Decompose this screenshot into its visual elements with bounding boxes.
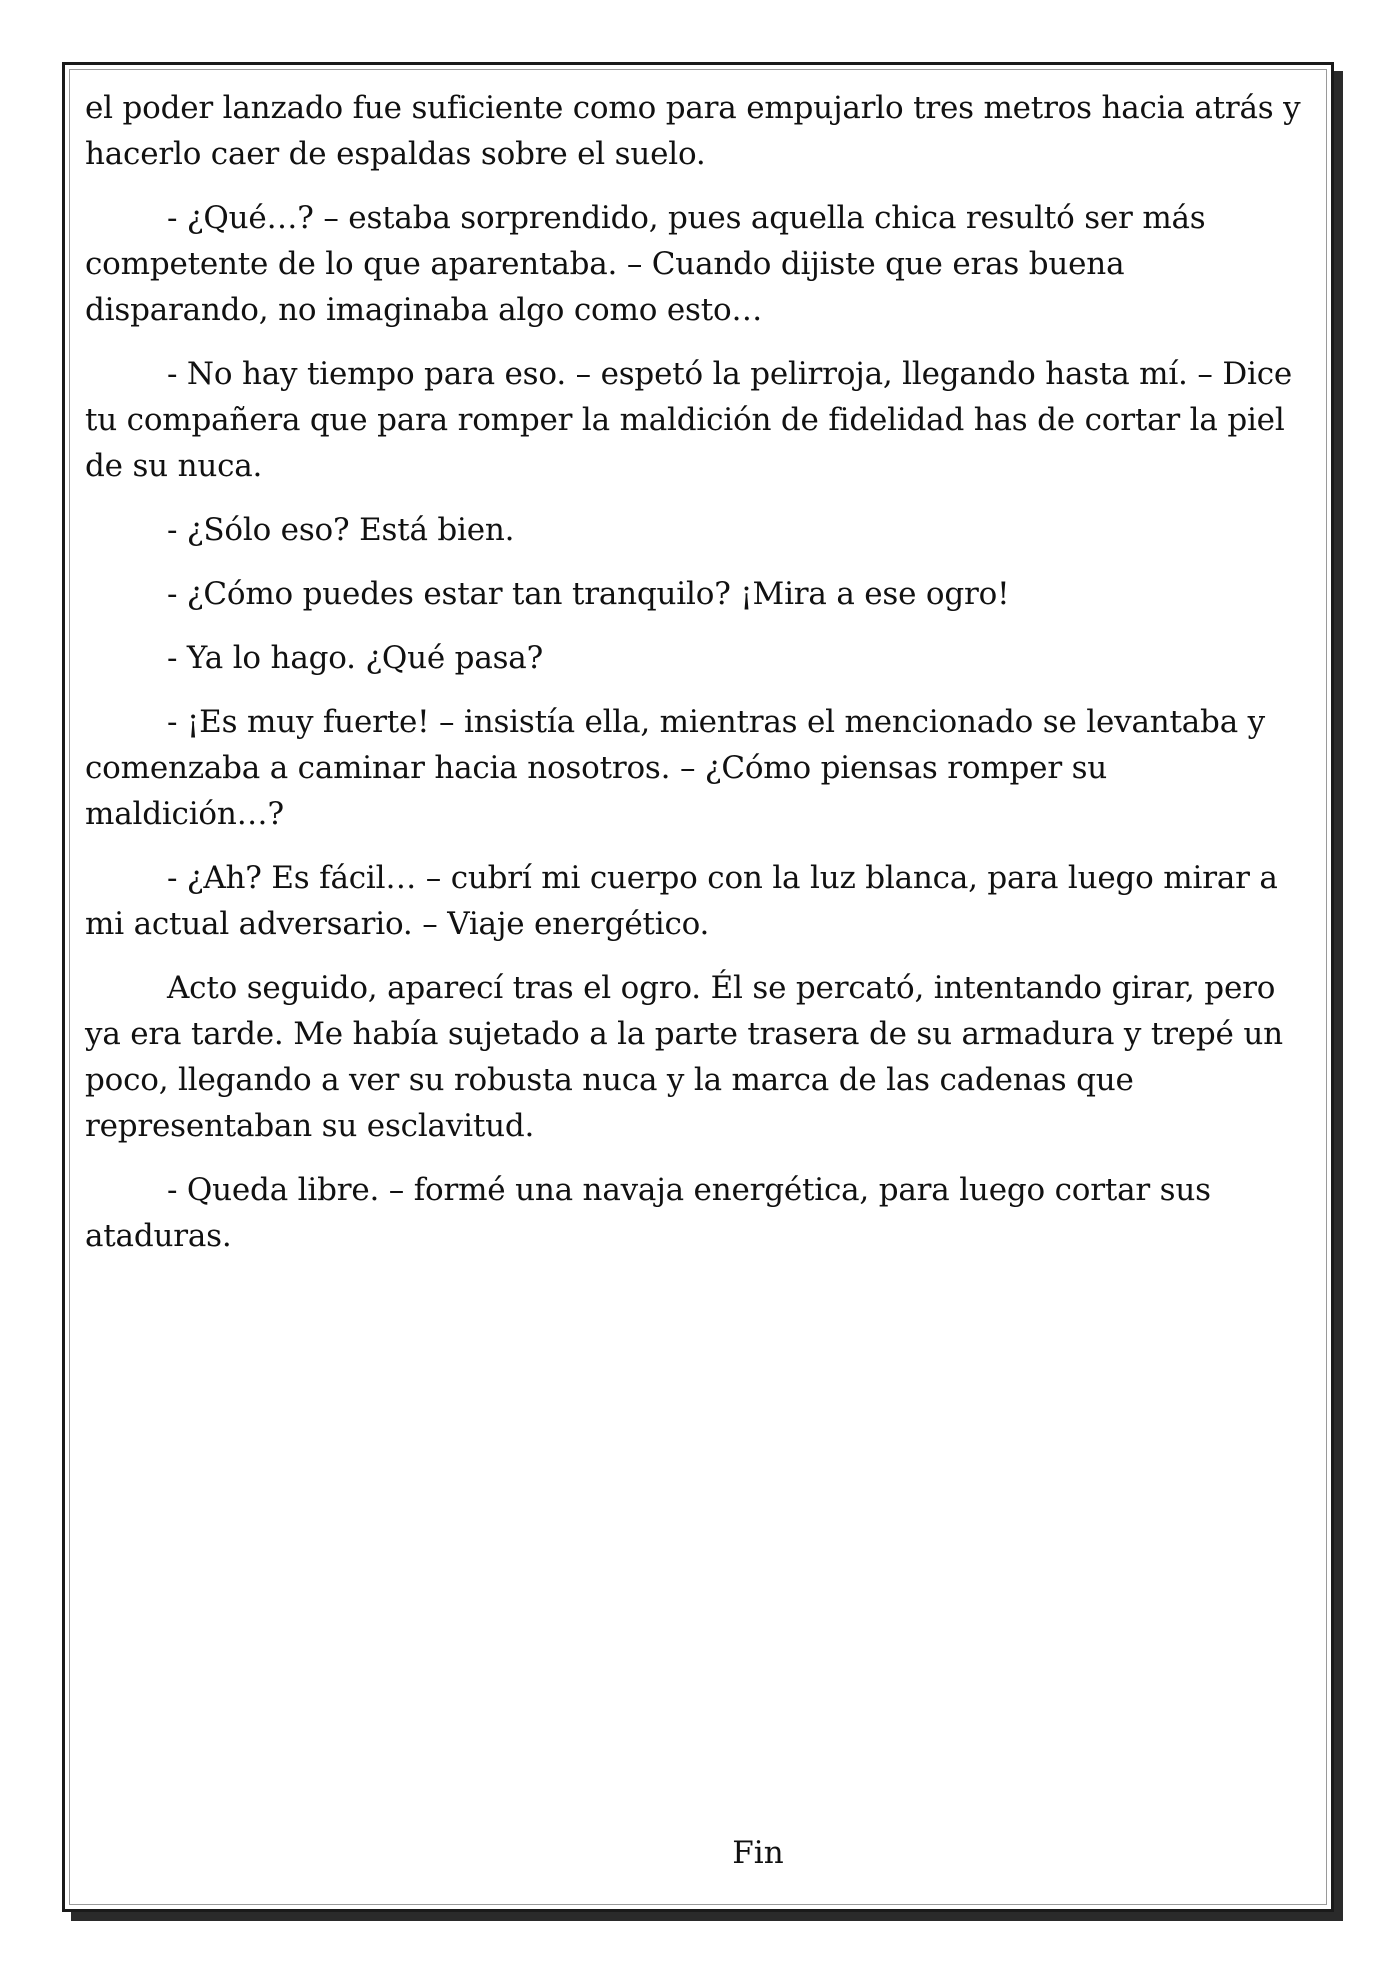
ending-label: Fin: [732, 1835, 784, 1871]
paragraph: - Ya lo hago. ¿Qué pasa?: [167, 640, 544, 676]
page-text: [85, 85, 1315, 1277]
paragraph: - Queda libre. – formé una navaja energética, para luego cortar sus ataduras.: [85, 1172, 1211, 1254]
paragraph: Acto seguido, aparecí tras el ogro. Él se percató, intentando girar, pero ya era tarde. Me había sujetado a la parte trasera de su armadura y trepé un poco, llegando a ver su robusta nuca y la marca de las cadenas que representaban su esclavitud.: [85, 970, 1283, 1144]
paragraph: - ¿Ah? Es fácil… – cubrí mi cuerpo con la luz blanca, para luego mirar a mi actual adversario. – Viaje energético.: [85, 860, 1278, 942]
paragraph: - ¡Es muy fuerte! – insistía ella, mientras el mencionado se levantaba y comenzaba a caminar hacia nosotros. – ¿Cómo piensas romper su maldición…?: [85, 704, 1265, 832]
paragraph: - ¿Cómo puedes estar tan tranquilo? ¡Mira a ese ogro!: [167, 576, 1010, 612]
paragraph: - ¿Qué…? – estaba sorprendido, pues aquella chica resultó ser más competente de lo que aparentaba. – Cuando dijiste que eras buena disparando, no imaginaba algo como esto…: [85, 200, 1206, 328]
page-frame: [62, 62, 1334, 1912]
paragraph: - ¿Sólo eso? Está bien.: [167, 512, 515, 548]
paragraph: el poder lanzado fue suficiente como para empujarlo tres metros hacia atrás y hacerlo caer de espaldas sobre el suelo.: [85, 90, 1301, 172]
paragraph: - No hay tiempo para eso. – espetó la pelirroja, llegando hasta mí. – Dice tu compañera que para romper la maldición de fidelidad has de cortar la piel de su nuca.: [85, 356, 1292, 484]
